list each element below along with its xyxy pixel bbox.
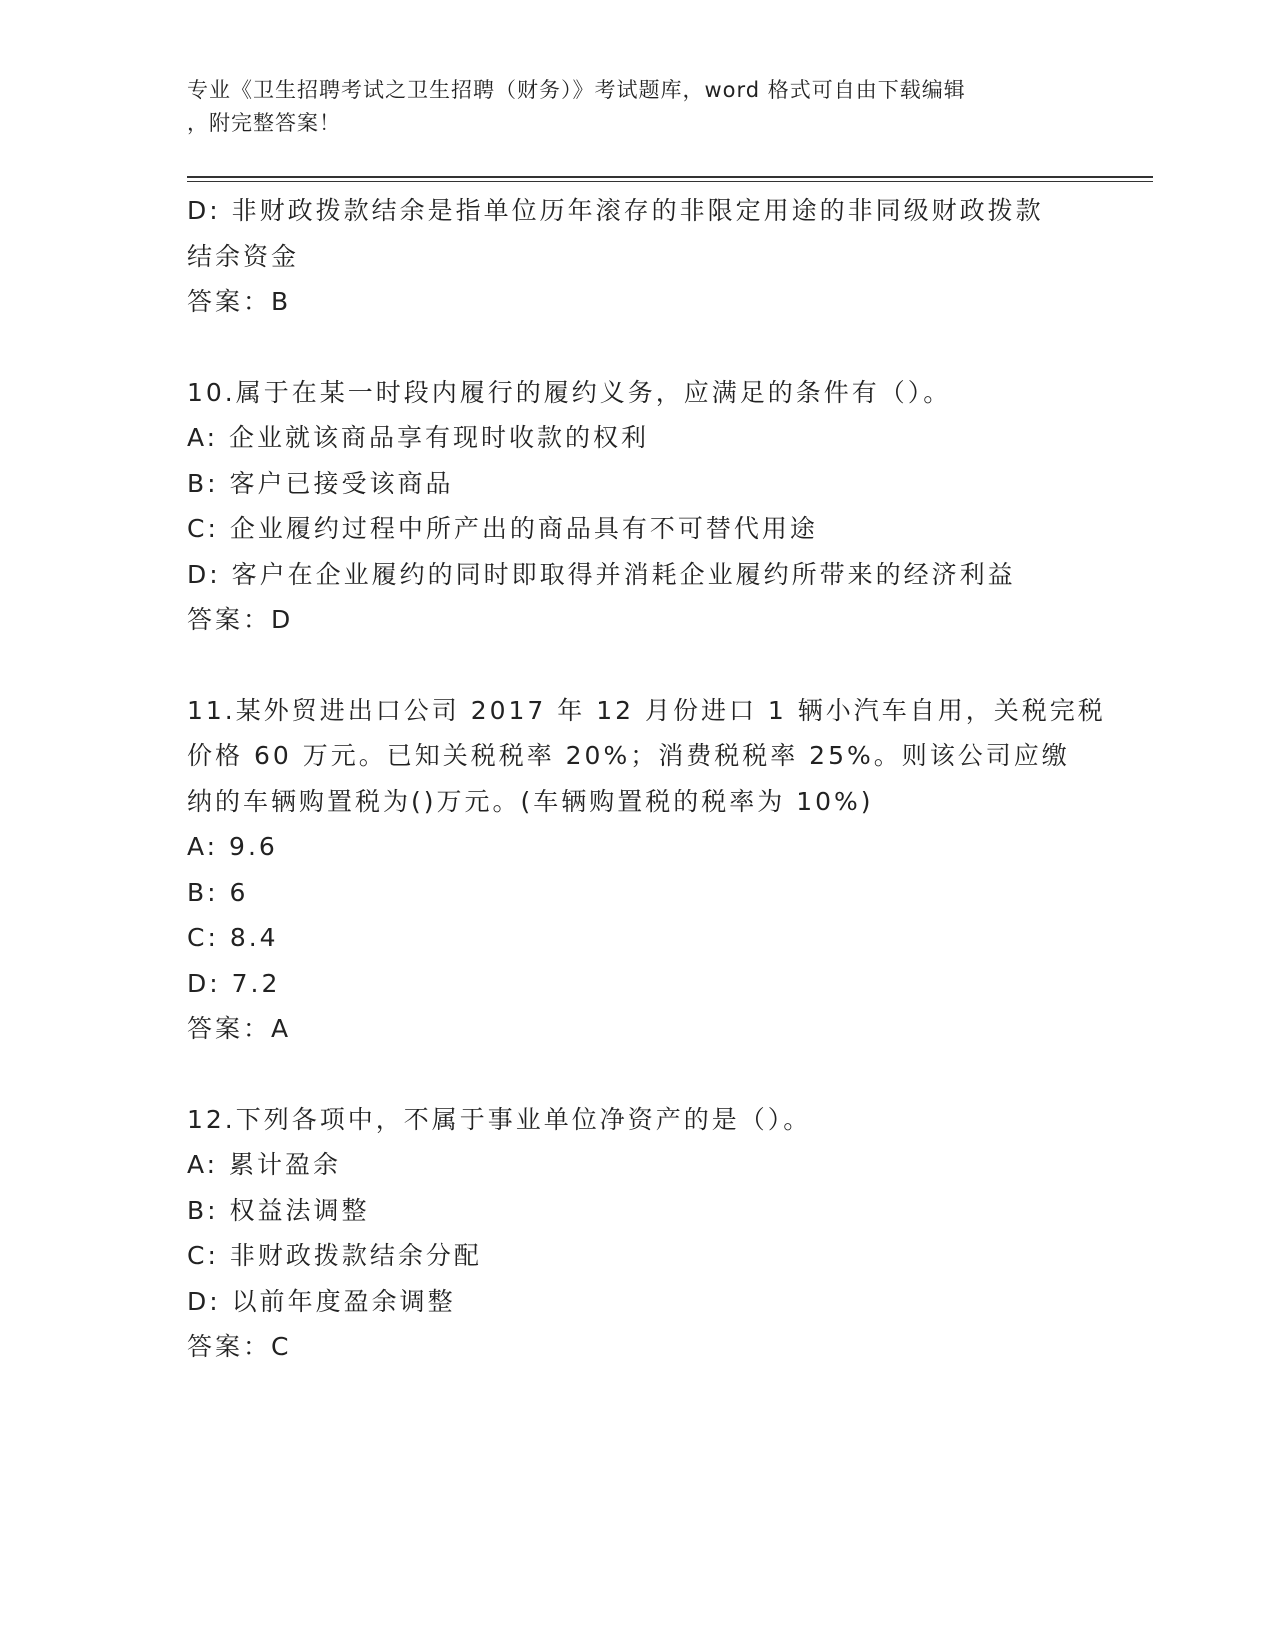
option-c: C: 企业履约过程中所产出的商品具有不可替代用途 [187,514,818,543]
prev-answer: 答案：B [187,287,292,316]
question-stem: 纳的车辆购置税为()万元。(车辆购置税的税率为 10%) [187,786,874,816]
question-stem: 12.下列各项中，不属于事业单位净资产的是（）。 [187,1104,812,1134]
spacer [187,325,1087,370]
answer: 答案：C [187,1332,292,1361]
option-b: B: 客户已接受该商品 [187,468,454,498]
option-c: C: 非财政拨款结余分配 [187,1241,482,1270]
option-d: D: 以前年度盈余调整 [187,1286,456,1316]
question-10 [187,370,1087,643]
option-b: B: 6 [187,877,249,907]
answer: 答案：D [187,605,294,634]
option-d: D: 7.2 [187,968,281,998]
header-line-2: ，附完整答案！ [187,111,341,135]
prev-option-d-line-1: D: 非财政拨款结余是指单位历年滚存的非限定用途的非同级财政拨款 [187,196,1044,225]
option-a: A: 9.6 [187,832,278,861]
question-stem: 10.属于在某一时段内履行的履约义务，应满足的条件有（）。 [187,377,952,407]
option-a: A: 企业就该商品享有现时收款的权利 [187,423,650,452]
question-stem: 11.某外贸进出口公司 2017 年 12 月份进口 1 辆小汽车自用，关税完税 [187,695,1106,725]
question-12 [187,1097,1087,1370]
question-content [187,188,1106,1370]
document-header [187,74,1067,140]
prev-option-d-line-2: 结余资金 [187,241,300,271]
header-rule-thin [187,181,1153,182]
header-rule-thick [187,176,1153,178]
question-stem: 价格 60 万元。已知关税税率 20%；消费税税率 25%。则该公司应缴 [187,741,1070,770]
spacer [187,1052,1087,1097]
header-line-1: 专业《卫生招聘考试之卫生招聘（财务）》考试题库，word 格式可自由下载编辑 [187,78,966,102]
option-c: C: 8.4 [187,923,279,952]
option-d: D: 客户在企业履约的同时即取得并消耗企业履约所带来的经济利益 [187,559,1016,589]
answer: 答案：A [187,1014,292,1043]
option-a: A: 累计盈余 [187,1150,342,1179]
spacer [187,643,1087,688]
option-b: B: 权益法调整 [187,1195,370,1225]
question-11 [187,688,1106,1052]
